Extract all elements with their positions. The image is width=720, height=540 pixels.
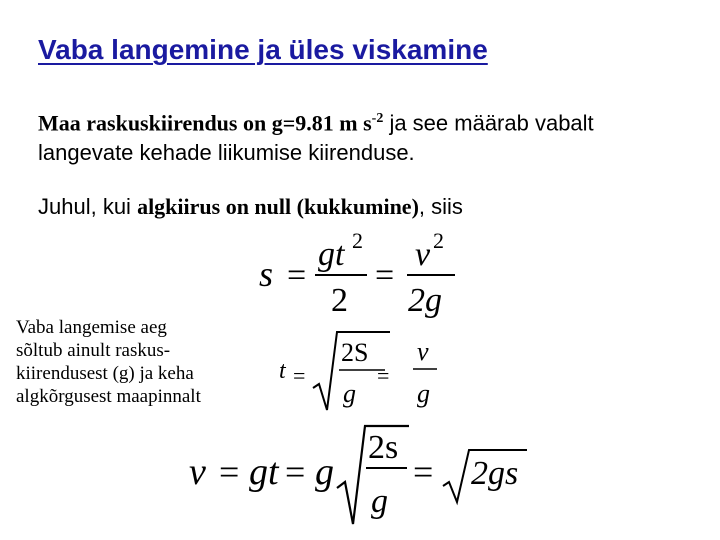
gravity-bold-text: Maa raskuskiirendus on g=9.81 m s (38, 110, 372, 136)
side-note-line: sõltub ainult raskus- (16, 340, 171, 361)
f1-num1: gt (318, 236, 345, 273)
side-note-line: kiirendusest (g) ja keha (16, 363, 194, 384)
p2-bold-text: algkiirus on null (kukkumine) (137, 194, 419, 219)
f1-exponent: 2 (352, 228, 363, 253)
f1-exponent-2: 2 (433, 228, 444, 253)
p2-prefix: Juhul, kui (38, 194, 138, 219)
slide-title: Vaba langemine ja üles viskamine (38, 34, 488, 65)
side-note-line: algkõrgusest maapinnalt (16, 386, 201, 407)
f3-g: g (315, 451, 334, 493)
f2-num2: v (417, 337, 429, 366)
f3-eq1: = (219, 452, 240, 492)
f3-root: 2gs (471, 455, 519, 492)
distance-formula (255, 228, 465, 328)
f2-den2: g (417, 379, 430, 408)
velocity-formula (185, 422, 535, 530)
f1-den1: 2 (331, 282, 348, 319)
time-formula (275, 328, 450, 418)
f1-lhs: s (259, 254, 274, 294)
f2-den1: g (343, 379, 356, 408)
f1-den2: 2g (408, 282, 442, 319)
f2-num1: 2S (341, 338, 369, 367)
gravity-paragraph (38, 104, 698, 168)
gravity-exponent: -2 (371, 111, 384, 126)
f2-lhs: t (279, 358, 286, 384)
f1-eq2: = (375, 257, 395, 294)
f3-num: 2s (368, 429, 399, 466)
initial-velocity-paragraph (38, 192, 463, 222)
f3-mid: gt (249, 451, 279, 493)
gravity-line-1 (38, 104, 698, 138)
f1-num2: v (415, 236, 431, 273)
f2-eq1: = (293, 363, 306, 388)
side-note (16, 316, 266, 408)
side-note-line: Vaba langemise aeg (16, 317, 167, 338)
f3-eq2: = (285, 452, 306, 492)
f3-den: g (371, 483, 388, 520)
p2-suffix: , siis (418, 194, 463, 219)
f3-lhs: v (189, 451, 206, 493)
gravity-line-2: langevate kehade liikumise kiirenduse. (38, 140, 415, 166)
f1-eq1: = (287, 257, 307, 294)
gravity-after-text: ja see määrab vabalt (383, 110, 594, 136)
f3-eq3: = (413, 452, 434, 492)
f2-eq2: = (377, 363, 390, 388)
